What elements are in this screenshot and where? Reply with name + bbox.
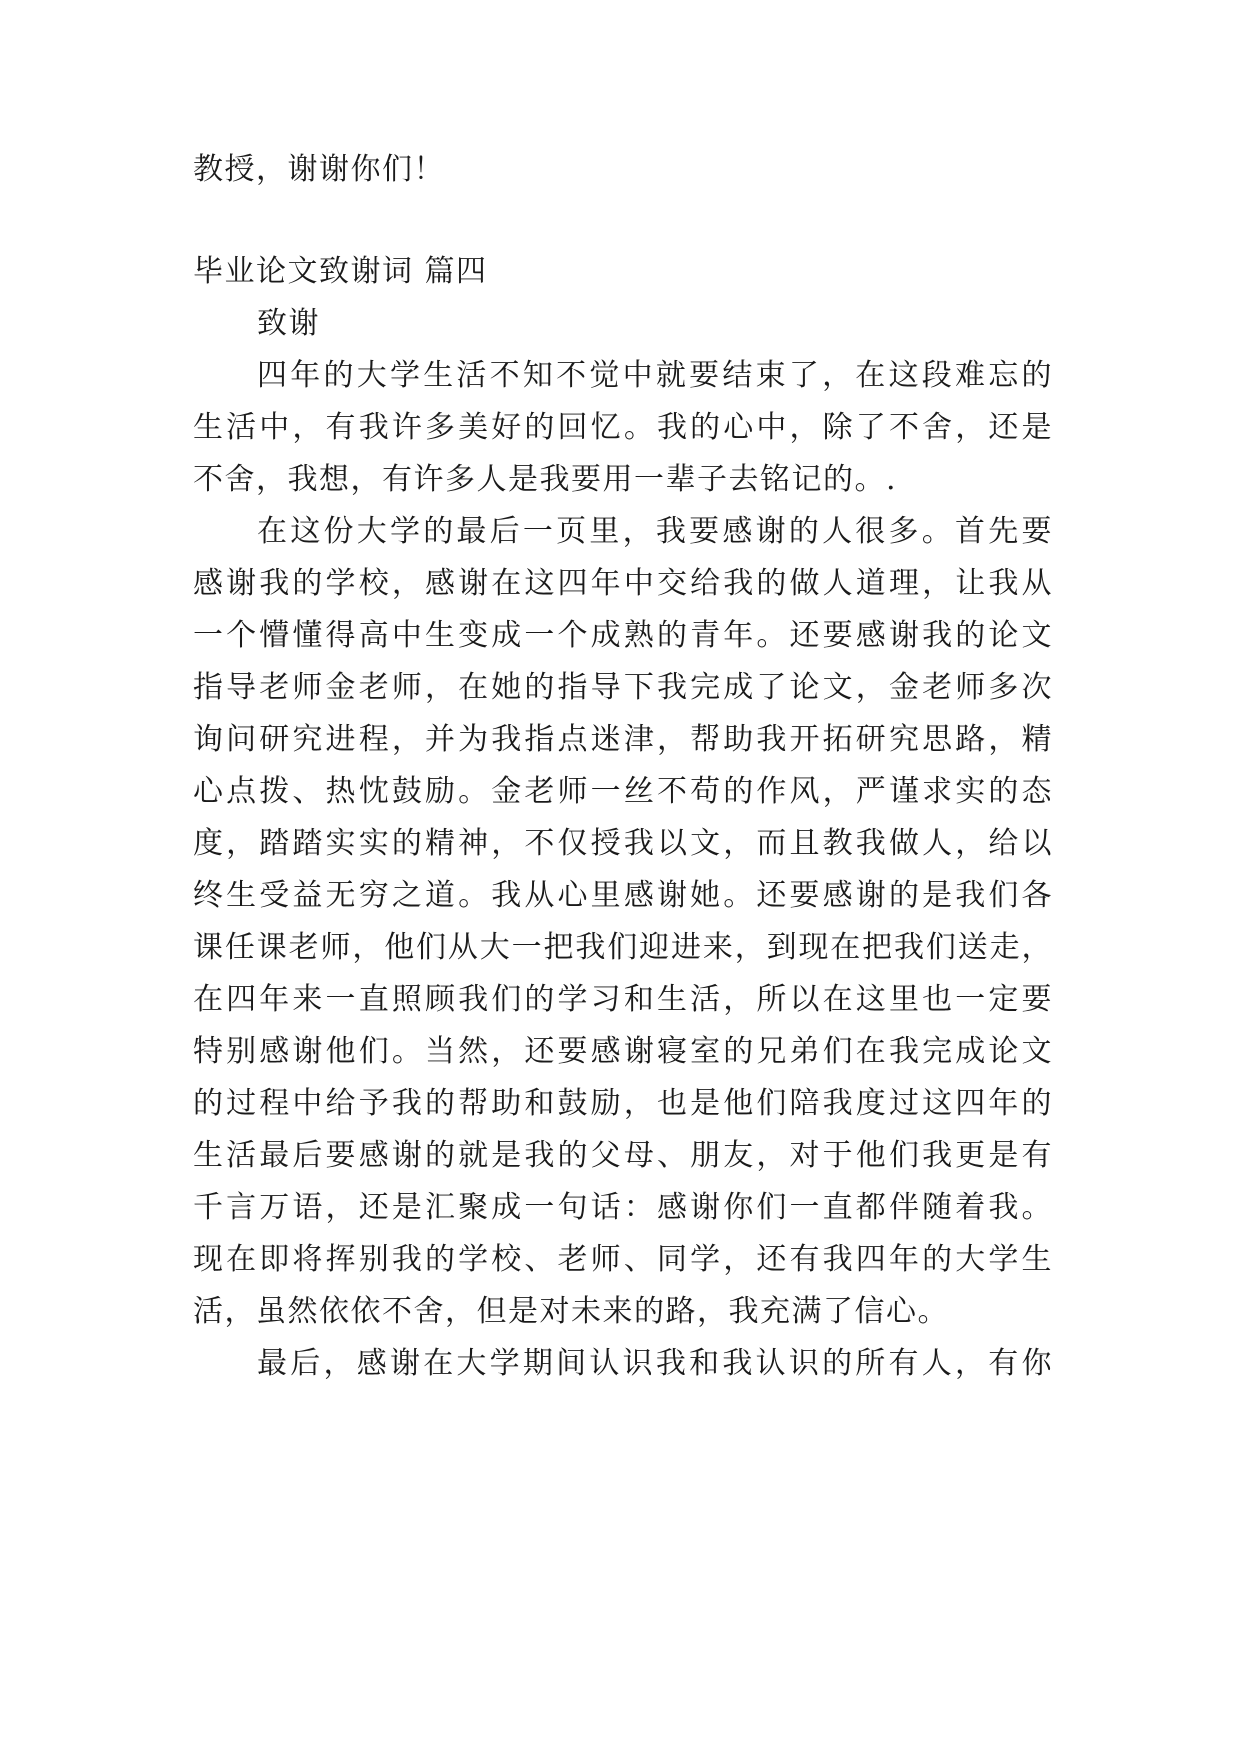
paragraph-line: 生活最后要感谢的就是我的父母、朋友，对于他们我更是有 [193, 1138, 1053, 1173]
paragraph-line: 终生受益无穷之道。我从心里感谢她。还要感谢的是我们各 [193, 878, 1053, 913]
paragraph-line: 现在即将挥别我的学校、老师、同学，还有我四年的大学生 [193, 1242, 1053, 1277]
paragraph-line: 活，虽然依依不舍，但是对未来的路，我充满了信心。 [193, 1294, 949, 1329]
paragraph-line: 课任课老师，他们从大一把我们迎进来，到现在把我们送走， [193, 930, 1053, 965]
paragraph-line: 一个懵懂得高中生变成一个成熟的青年。还要感谢我的论文 [193, 618, 1053, 653]
paragraph-line: 千言万语，还是汇聚成一句话：感谢你们一直都伴随着我。 [193, 1190, 1053, 1225]
paragraph-line: 在这份大学的最后一页里，我要感谢的人很多。首先要 [257, 514, 1053, 549]
paragraph-line: 心点拨、热忱鼓励。金老师一丝不苟的作风，严谨求实的态 [193, 774, 1053, 809]
paragraph-line: 最后，感谢在大学期间认识我和我认识的所有人，有你 [257, 1346, 1053, 1381]
paragraph-line: 不舍，我想，有许多人是我要用一辈子去铭记的。. [193, 462, 898, 497]
paragraph-line: 度，踏踏实实的精神，不仅授我以文，而且教我做人，给以 [193, 826, 1053, 861]
section-title: 毕业论文致谢词 篇四 [193, 254, 488, 289]
paragraph-line: 特别感谢他们。当然，还要感谢寝室的兄弟们在我完成论文 [193, 1034, 1053, 1069]
paragraph-line: 询问研究进程，并为我指点迷津，帮助我开拓研究思路，精 [193, 722, 1053, 757]
paragraph-line: 感谢我的学校，感谢在这四年中交给我的做人道理，让我从 [193, 566, 1053, 601]
paragraph-line: 指导老师金老师，在她的指导下我完成了论文，金老师多次 [193, 670, 1053, 705]
paragraph-line: 在四年来一直照顾我们的学习和生活，所以在这里也一定要 [193, 982, 1053, 1017]
heading: 致谢 [257, 306, 320, 341]
paragraph-line: 的过程中给予我的帮助和鼓励，也是他们陪我度过这四年的 [193, 1086, 1053, 1121]
paragraph-line: 生活中，有我许多美好的回忆。我的心中，除了不舍，还是 [193, 410, 1053, 445]
paragraph-line: 四年的大学生活不知不觉中就要结束了，在这段难忘的 [257, 358, 1053, 393]
continuation-text: 教授，谢谢你们！ [193, 152, 445, 187]
